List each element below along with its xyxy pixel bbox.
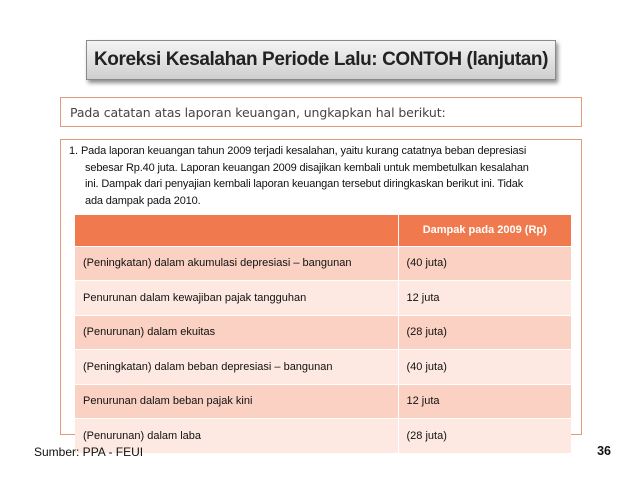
table-cell-description: (Penurunan) dalam ekuitas (75, 315, 398, 350)
paragraph-line-text: Pada laporan keuangan tahun 2009 terjadi kesalahan, yaitu kurang catatnya beban depresiasi (81, 145, 527, 157)
table-cell-description: (Peningkatan) dalam beban depresiasi – bangunan (75, 350, 398, 385)
paragraph-line: ada dampak pada 2010. (85, 194, 201, 207)
table-row (75, 419, 571, 454)
table-cell-description: Penurunan dalam kewajiban pajak tangguhan (75, 281, 398, 316)
table-row (75, 246, 571, 281)
table-row (75, 384, 571, 419)
subtitle: Pada catatan atas laporan keuangan, ungkapkan hal berikut: (70, 104, 446, 120)
table-cell-amount: (28 juta) (398, 419, 571, 454)
paragraph-line: sebesar Rp.40 juta. Laporan keuangan 2009 disajikan kembali untuk membetulkan kesalahan (85, 161, 529, 174)
table-cell-amount: (40 juta) (398, 350, 571, 385)
table-cell-description: Penurunan dalam beban pajak kini (75, 384, 398, 419)
content-box (60, 139, 582, 442)
table-header-cell: Dampak pada 2009 (Rp) (398, 215, 571, 246)
slide-title: Koreksi Kesalahan Periode Lalu: CONTOH (lanjutan) (93, 49, 549, 70)
table-row (75, 315, 571, 350)
subtitle-box (60, 97, 582, 127)
table-header-cell (75, 215, 398, 246)
table-row (75, 350, 571, 385)
table-row (75, 281, 571, 316)
table-cell-description: (Peningkatan) dalam akumulasi depresiasi – bangunan (75, 246, 398, 281)
table-cell-amount: 12 juta (398, 281, 571, 316)
paragraph-number: 1. (69, 145, 78, 157)
slide-title-box (86, 40, 556, 80)
table-cell-amount: 12 juta (398, 384, 571, 419)
table-header-row (75, 215, 571, 246)
paragraph (69, 143, 577, 209)
table-cell-amount: (28 juta) (398, 315, 571, 350)
table-cell-description: (Penurunan) dalam laba (75, 419, 398, 454)
page-number: 36 (597, 444, 611, 458)
paragraph-line: ini. Dampak dari penyajian kembali laporan keuangan tersebut diringkaskan berikut ini. Tidak (85, 178, 524, 190)
table-cell-amount: (40 juta) (398, 246, 571, 281)
source-note: Sumber: PPA - FEUI (34, 445, 144, 459)
paragraph-line (69, 143, 577, 160)
effects-table (75, 215, 571, 454)
